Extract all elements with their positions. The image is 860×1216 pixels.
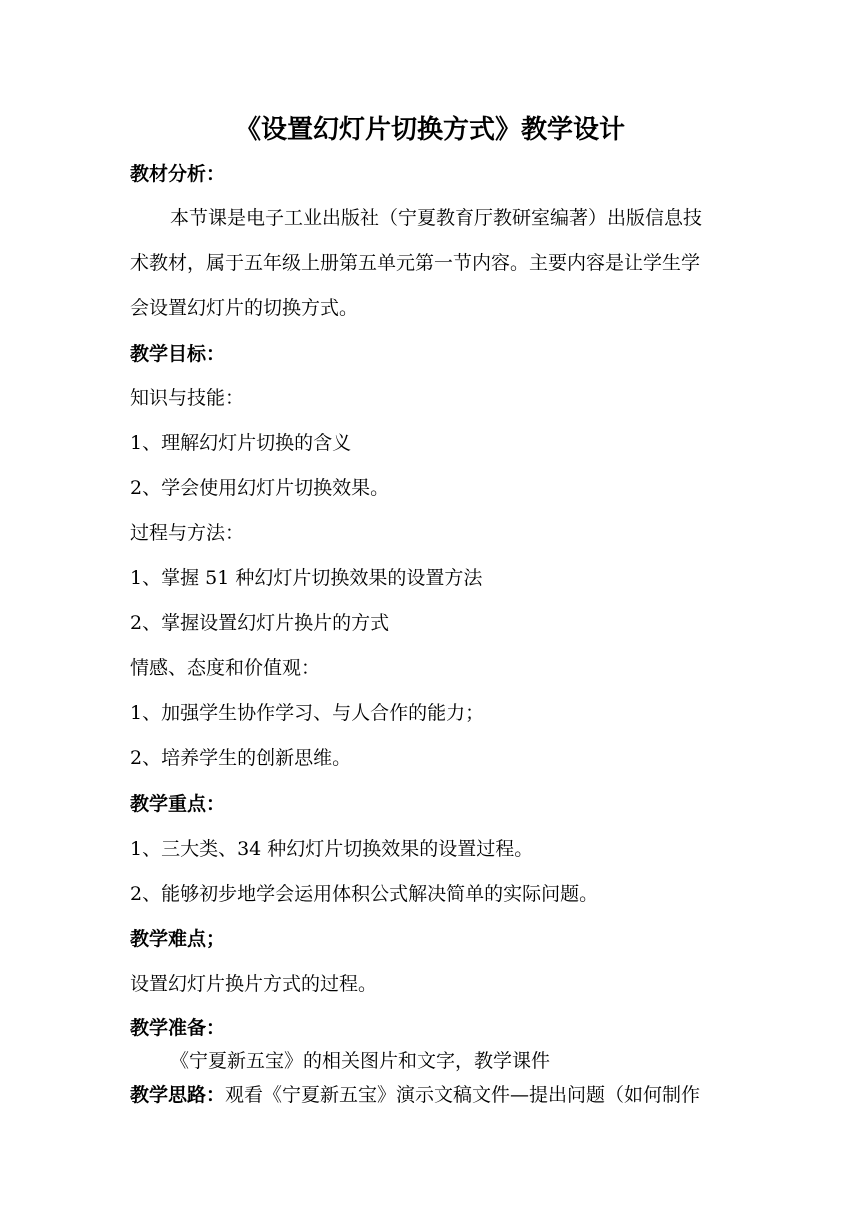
material-heading: 教材分析： <box>130 163 226 185</box>
emotion-item-2: 2、培养学生的创新思维。 <box>130 747 352 769</box>
knowledge-item-2: 2、学会使用幻灯片切换效果。 <box>130 477 390 499</box>
idea-heading: 教学思路： <box>130 1084 226 1106</box>
prep-text: 《宁夏新五宝》的相关图片和文字，教学课件 <box>170 1050 551 1072</box>
idea-text: 观看《宁夏新五宝》演示文稿文件—提出问题（如何制作 <box>225 1084 701 1106</box>
emotion-item-1: 1、加强学生协作学习、与人合作的能力； <box>130 702 485 724</box>
focus-item-1: 1、三大类、34 种幻灯片切换效果的设置过程。 <box>130 838 534 860</box>
emotion-heading: 情感、态度和价值观： <box>130 657 321 679</box>
focus-heading: 教学重点： <box>130 793 226 815</box>
process-item-2: 2、掌握设置幻灯片换片的方式 <box>130 612 390 634</box>
idea-line <box>130 1082 700 1108</box>
goals-heading: 教学目标： <box>130 343 226 365</box>
knowledge-item-1: 1、理解幻灯片切换的含义 <box>130 432 352 454</box>
process-heading: 过程与方法： <box>130 522 245 544</box>
difficulty-text: 设置幻灯片换片方式的过程。 <box>130 973 378 995</box>
material-line-2: 术教材，属于五年级上册第五单元第一节内容。主要内容是让学生学 <box>130 252 701 274</box>
knowledge-heading: 知识与技能： <box>130 387 245 409</box>
material-line-3: 会设置幻灯片的切换方式。 <box>130 297 359 319</box>
difficulty-heading: 教学难点； <box>130 928 226 950</box>
material-line-1: 本节课是电子工业出版社（宁夏教育厅教研室编著）出版信息技 <box>170 207 703 229</box>
document-title: 《设置幻灯片切换方式》教学设计 <box>234 115 625 145</box>
process-item-1: 1、掌握 51 种幻灯片切换效果的设置方法 <box>130 567 483 589</box>
focus-item-2: 2、能够初步地学会运用体积公式解决简单的实际问题。 <box>130 883 599 905</box>
prep-heading: 教学准备： <box>130 1017 226 1039</box>
